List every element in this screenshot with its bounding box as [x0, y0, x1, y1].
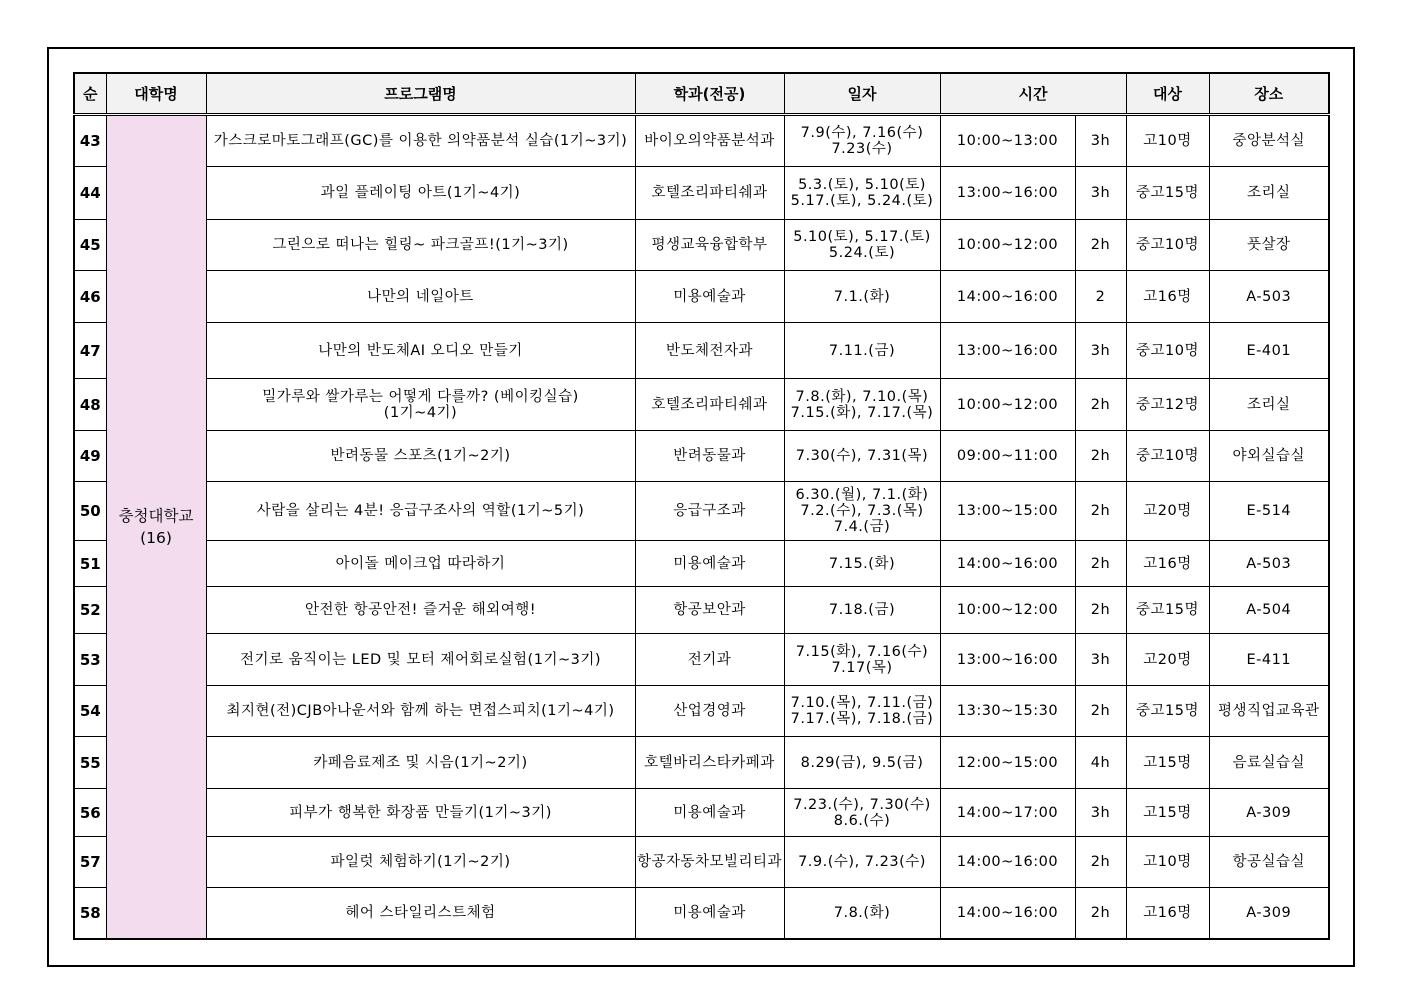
program-date-line: 7.4.(금) [833, 519, 891, 535]
target-group: 고15명 [1126, 789, 1209, 837]
time-range: 12:00~15:00 [940, 737, 1075, 789]
time-range: 10:00~12:00 [940, 220, 1075, 271]
program-date-line: 7.8.(화) [833, 904, 891, 921]
program-name-line: 전기로 움직이는 LED 및 모터 제어회로실험(1기~3기) [240, 651, 601, 668]
duration: 2h [1075, 431, 1126, 482]
department: 항공자동차모빌리티과 [635, 837, 784, 888]
place: A-503 [1209, 541, 1329, 587]
program-date-line: 7.2.(수), 7.3.(목) [800, 503, 924, 519]
program-date-line: 7.23(수) [831, 141, 893, 157]
program-name-line: 과일 플레이팅 아트(1기~4기) [320, 185, 521, 201]
university-count: (16) [140, 528, 172, 547]
time-range: 10:00~12:00 [940, 587, 1075, 634]
department: 반려동물과 [635, 431, 784, 482]
program-date-line: 7.10.(목), 7.11.(금) [790, 695, 934, 711]
place: A-309 [1209, 789, 1329, 837]
table-row [74, 271, 1329, 323]
department: 전기과 [635, 634, 784, 686]
time-range: 09:00~11:00 [940, 431, 1075, 482]
department: 미용예술과 [635, 541, 784, 587]
program-name-line: 그린으로 떠나는 힐링~ 파크골프!(1기~3기) [272, 237, 569, 253]
program-date-line: 7.1.(화) [833, 288, 891, 305]
place: A-309 [1209, 888, 1329, 939]
program-date-line: 6.30.(월), 7.1.(화) [795, 487, 929, 503]
table-row [74, 541, 1329, 587]
target-group: 고20명 [1126, 634, 1209, 686]
place: 중앙분석실 [1209, 115, 1329, 167]
duration: 3h [1075, 789, 1126, 837]
header-department: 학과(전공) [635, 73, 784, 115]
program-date-line: 7.8.(화), 7.10.(목) [795, 388, 929, 405]
time-range: 10:00~13:00 [940, 115, 1075, 167]
header-place: 장소 [1209, 73, 1329, 115]
program-date [784, 271, 940, 323]
target-group: 중고15명 [1126, 167, 1209, 220]
row-number: 46 [74, 271, 106, 323]
target-group: 고15명 [1126, 737, 1209, 789]
target-group: 고20명 [1126, 482, 1209, 541]
table-row [74, 431, 1329, 482]
program-schedule-table [73, 72, 1330, 940]
program-date [784, 789, 940, 837]
target-group: 중고15명 [1126, 587, 1209, 634]
duration: 2h [1075, 541, 1126, 587]
program-name-line: 나만의 반도체AI 오디오 만들기 [318, 342, 523, 359]
place: 평생직업교육관 [1209, 686, 1329, 737]
program-date-line: 7.17(목) [831, 659, 893, 676]
duration: 4h [1075, 737, 1126, 789]
place: 음료실습실 [1209, 737, 1329, 789]
time-range: 14:00~16:00 [940, 888, 1075, 939]
row-number: 49 [74, 431, 106, 482]
table-row [74, 323, 1329, 379]
duration: 2h [1075, 482, 1126, 541]
program-date-line: 7.23.(수), 7.30(수) [793, 796, 931, 813]
row-number: 45 [74, 220, 106, 271]
row-number: 44 [74, 167, 106, 220]
program-name [206, 587, 635, 634]
duration: 2h [1075, 686, 1126, 737]
duration: 3h [1075, 323, 1126, 379]
time-range: 14:00~16:00 [940, 837, 1075, 888]
table-header-row [74, 73, 1329, 115]
time-range: 13:00~16:00 [940, 634, 1075, 686]
row-number: 52 [74, 587, 106, 634]
department: 응급구조과 [635, 482, 784, 541]
program-name [206, 115, 635, 167]
department: 바이오의약품분석과 [635, 115, 784, 167]
target-group: 고16명 [1126, 271, 1209, 323]
duration: 2h [1075, 837, 1126, 888]
table-row [74, 115, 1329, 167]
program-name [206, 541, 635, 587]
table-body [74, 115, 1329, 939]
program-date-line: 7.9(수), 7.16(수) [800, 125, 924, 141]
duration: 2 [1075, 271, 1126, 323]
row-number: 54 [74, 686, 106, 737]
row-number: 50 [74, 482, 106, 541]
table-row [74, 482, 1329, 541]
program-date-line: 5.10(토), 5.17.(토) [793, 229, 931, 245]
university-name: 충청대학교 [118, 506, 194, 525]
department: 산업경영과 [635, 686, 784, 737]
program-name [206, 167, 635, 220]
header-target: 대상 [1126, 73, 1209, 115]
program-name [206, 737, 635, 789]
target-group: 중고10명 [1126, 323, 1209, 379]
table-row [74, 634, 1329, 686]
header-no: 순 [74, 73, 106, 115]
department: 반도체전자과 [635, 323, 784, 379]
program-name [206, 837, 635, 888]
program-date [784, 379, 940, 431]
program-date [784, 686, 940, 737]
program-name-line: 밀가루와 쌀가루는 어떻게 다를까? (베이킹실습) [262, 388, 579, 405]
program-date [784, 888, 940, 939]
place: 조리실 [1209, 167, 1329, 220]
target-group: 중고10명 [1126, 431, 1209, 482]
row-number: 55 [74, 737, 106, 789]
place: E-514 [1209, 482, 1329, 541]
program-date [784, 220, 940, 271]
program-date-line: 7.15.(화) [828, 555, 896, 572]
place: A-504 [1209, 587, 1329, 634]
table-row [74, 167, 1329, 220]
program-date-line: 5.17.(토), 5.24.(토) [790, 193, 934, 209]
table-row [74, 686, 1329, 737]
program-name [206, 220, 635, 271]
duration: 3h [1075, 115, 1126, 167]
duration: 2h [1075, 587, 1126, 634]
program-name [206, 431, 635, 482]
program-date [784, 115, 940, 167]
program-name-line: 반려동물 스포츠(1기~2기) [330, 448, 511, 464]
time-range: 13:30~15:30 [940, 686, 1075, 737]
program-date-line: 7.17.(목), 7.18.(금) [790, 711, 934, 727]
target-group: 중고10명 [1126, 220, 1209, 271]
duration: 2h [1075, 379, 1126, 431]
program-name [206, 888, 635, 939]
table-row [74, 220, 1329, 271]
header-program: 프로그램명 [206, 73, 635, 115]
place: 야외실습실 [1209, 431, 1329, 482]
program-name-line: 헤어 스타일리스트체험 [345, 904, 496, 921]
program-date-line: 7.15(화), 7.16(수) [795, 643, 929, 660]
time-range: 14:00~17:00 [940, 789, 1075, 837]
program-date-line: 5.24.(토) [828, 245, 896, 261]
table-row [74, 789, 1329, 837]
department: 미용예술과 [635, 271, 784, 323]
program-name-line: 피부가 행복한 화장품 만들기(1기~3기) [289, 804, 552, 821]
place: A-503 [1209, 271, 1329, 323]
program-date-line: 7.11.(금) [828, 342, 896, 359]
program-name [206, 686, 635, 737]
department: 평생교육융합학부 [635, 220, 784, 271]
department: 미용예술과 [635, 888, 784, 939]
time-range: 14:00~16:00 [940, 271, 1075, 323]
program-date [784, 482, 940, 541]
program-name-line: 가스크로마토그래프(GC)를 이용한 의약품분석 실습(1기~3기) [213, 133, 628, 149]
target-group: 고10명 [1126, 837, 1209, 888]
program-name [206, 379, 635, 431]
program-date [784, 587, 940, 634]
department: 미용예술과 [635, 789, 784, 837]
program-date-line: 7.30(수), 7.31(목) [795, 448, 929, 464]
program-name [206, 271, 635, 323]
department: 항공보안과 [635, 587, 784, 634]
program-name-line: 사람을 살리는 4분! 응급구조사의 역할(1기~5기) [256, 503, 585, 519]
duration: 3h [1075, 167, 1126, 220]
row-number: 43 [74, 115, 106, 167]
program-date-line: 7.9.(수), 7.23(수) [798, 854, 926, 870]
table-row [74, 837, 1329, 888]
time-range: 13:00~16:00 [940, 323, 1075, 379]
program-date-line: 5.3.(토), 5.10(토) [798, 177, 926, 193]
program-date [784, 837, 940, 888]
row-number: 51 [74, 541, 106, 587]
place: E-401 [1209, 323, 1329, 379]
table-row [74, 379, 1329, 431]
program-name-line: 카페음료제조 및 시음(1기~2기) [313, 754, 528, 771]
program-name-line: 파일럿 체험하기(1기~2기) [330, 854, 511, 870]
program-date-line: 8.6.(수) [833, 812, 891, 829]
row-number: 56 [74, 789, 106, 837]
target-group: 중고12명 [1126, 379, 1209, 431]
header-university: 대학명 [106, 73, 206, 115]
program-date [784, 323, 940, 379]
department: 호텔조리파티쉐과 [635, 379, 784, 431]
time-range: 14:00~16:00 [940, 541, 1075, 587]
program-date [784, 541, 940, 587]
program-date [784, 737, 940, 789]
table-row [74, 737, 1329, 789]
place: 풋살장 [1209, 220, 1329, 271]
department: 호텔조리파티쉐과 [635, 167, 784, 220]
header-date: 일자 [784, 73, 940, 115]
row-number: 53 [74, 634, 106, 686]
program-date-line: 8.29(금), 9.5(금) [800, 754, 924, 771]
place: 항공실습실 [1209, 837, 1329, 888]
program-name-line: 최지현(전)CJB아나운서와 함께 하는 면접스피치(1기~4기) [226, 703, 615, 719]
university-cell [106, 115, 206, 939]
program-name-line: 아이돌 메이크업 따라하기 [335, 555, 506, 572]
target-group: 고10명 [1126, 115, 1209, 167]
program-date [784, 431, 940, 482]
time-range: 13:00~16:00 [940, 167, 1075, 220]
table-row [74, 587, 1329, 634]
program-name [206, 482, 635, 541]
target-group: 고16명 [1126, 541, 1209, 587]
program-name-line: (1기~4기) [383, 404, 458, 421]
program-name [206, 789, 635, 837]
place: E-411 [1209, 634, 1329, 686]
place: 조리실 [1209, 379, 1329, 431]
program-name-line: 나만의 네일아트 [367, 288, 474, 305]
department: 호텔바리스타카페과 [635, 737, 784, 789]
row-number: 57 [74, 837, 106, 888]
duration: 2h [1075, 888, 1126, 939]
time-range: 13:00~15:00 [940, 482, 1075, 541]
program-date-line: 7.18.(금) [828, 602, 896, 618]
program-name [206, 634, 635, 686]
program-date [784, 167, 940, 220]
duration: 2h [1075, 220, 1126, 271]
row-number: 48 [74, 379, 106, 431]
target-group: 중고15명 [1126, 686, 1209, 737]
table-row [74, 888, 1329, 939]
program-name-line: 안전한 항공안전! 즐거운 해외여행! [304, 602, 537, 618]
program-name [206, 323, 635, 379]
row-number: 47 [74, 323, 106, 379]
time-range: 10:00~12:00 [940, 379, 1075, 431]
program-date-line: 7.15.(화), 7.17.(목) [790, 404, 934, 421]
target-group: 고16명 [1126, 888, 1209, 939]
row-number: 58 [74, 888, 106, 939]
program-date [784, 634, 940, 686]
duration: 3h [1075, 634, 1126, 686]
header-time: 시간 [940, 73, 1126, 115]
